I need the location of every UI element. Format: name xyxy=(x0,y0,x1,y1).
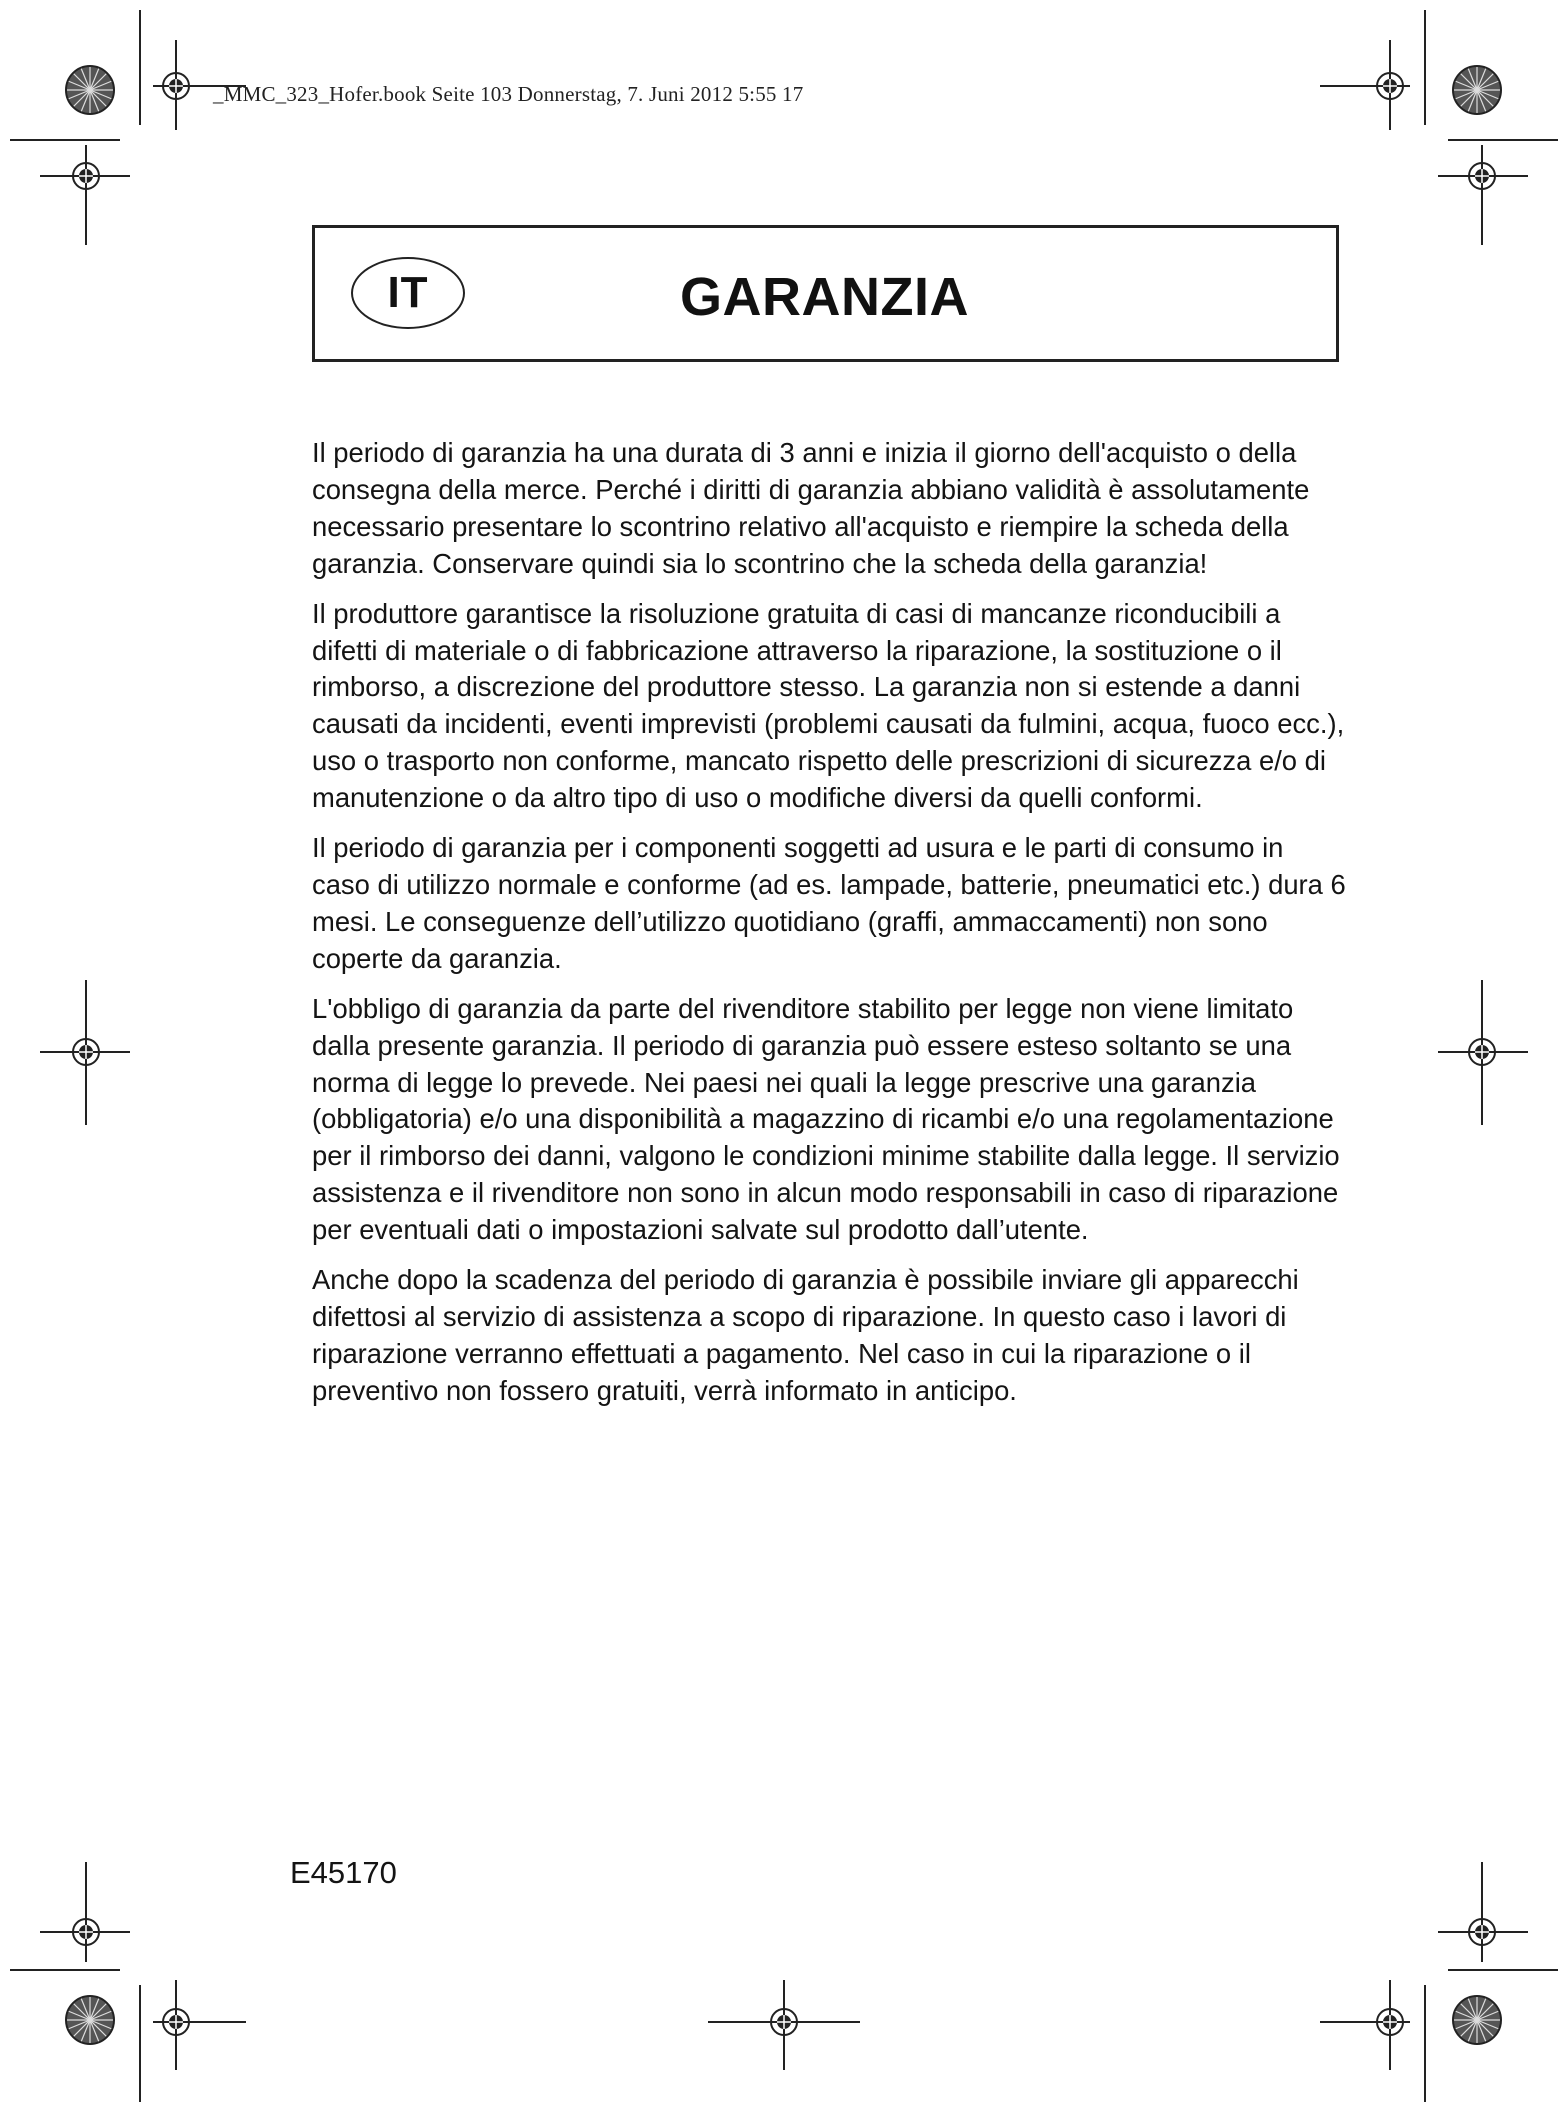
starburst-wheel-icon xyxy=(66,66,114,114)
title-box xyxy=(312,225,1339,362)
paragraph: L'obbligo di garanzia da parte del rivenditore stabilito per legge non viene limitato dalla presente garanzia. Il periodo di garanzia può essere esteso soltanto se una norma di legge lo prevede. Nei paesi nei quali la legge prescrive una garanzia (obbligatoria) e/o una disponibilità a magazzino di ricambi e/o una regolamentazione per il rimborso dei danni, valgono le condizioni minime stabilite dalla legge. Il servizio assistenza e il rivenditore non sono in alcun modo responsabili in caso di riparazione per eventuali dati o impostazioni salvate sul prodotto dall’utente. xyxy=(312,992,1340,1246)
crosshair-target-icon xyxy=(1438,145,1528,245)
paragraph: Il periodo di garanzia ha una durata di 3 anni e inizia il giorno dell'acquisto o della consegna della merce. Perché i diritti di garanzia abbiano validità è assolutamente necessario presentare lo scontrino relativo all'acquisto e riempire la scheda della garanzia. Conservare quindi sia lo scontrino che la scheda della garanzia! xyxy=(312,437,1310,579)
warranty-text xyxy=(312,435,1346,1423)
crosshair-target-icon xyxy=(40,1862,130,1962)
crosshair-target-icon xyxy=(1320,1980,1410,2070)
page-title: GARANZIA xyxy=(680,267,969,327)
crosshair-target-icon xyxy=(153,1980,246,2070)
crosshair-target-icon xyxy=(1438,980,1528,1125)
starburst-wheel-icon xyxy=(66,1996,114,2044)
paragraph: Anche dopo la scadenza del periodo di garanzia è possibile inviare gli apparecchi difettosi al servizio di assistenza a scopo di riparazione. In questo caso i lavori di riparazione verranno effettuati a pagamento. Nel caso in cui la riparazione o il preventivo non fossero gratuiti, verrà informato in anticipo. xyxy=(312,1264,1299,1406)
product-code: E45170 xyxy=(290,1855,397,1890)
language-badge: IT xyxy=(351,257,465,329)
paragraph: Il produttore garantisce la risoluzione gratuita di casi di mancanze riconducibili a difetti di materiale o di fabbricazione attraverso la riparazione, la sostituzione o il rimborso, a discrezione del produttore stesso. La garanzia non si estende a danni causati da incidenti, eventi imprevisti (problemi causati da fulmini, acqua, fuoco ecc.), uso o trasporto non conforme, mancato rispetto delle prescrizioni di sicurezza e/o di manutenzione o da altro tipo di uso o modifiche diversi da quelli conformi. xyxy=(312,597,1345,814)
starburst-wheel-icon xyxy=(1453,66,1501,114)
paragraph: Il periodo di garanzia per i componenti soggetti ad usura e le parti di consumo in caso di utilizzo normale e conforme (ad es. lampade, batterie, pneumatici etc.) dura 6 mesi. Le conseguenze dell’utilizzo quotidiano (graffi, ammaccamenti) non sono coperte da garanzia. xyxy=(312,832,1346,974)
crosshair-target-icon xyxy=(40,980,130,1125)
print-header-info: _MMC_323_Hofer.book Seite 103 Donnerstag, 7. Juni 2012 5:55 17 xyxy=(213,82,804,106)
crosshair-target-icon xyxy=(1320,40,1410,130)
crosshair-target-icon xyxy=(708,1980,860,2070)
crosshair-target-icon xyxy=(1438,1862,1528,1962)
crosshair-target-icon xyxy=(40,145,130,245)
starburst-wheel-icon xyxy=(1453,1996,1501,2044)
